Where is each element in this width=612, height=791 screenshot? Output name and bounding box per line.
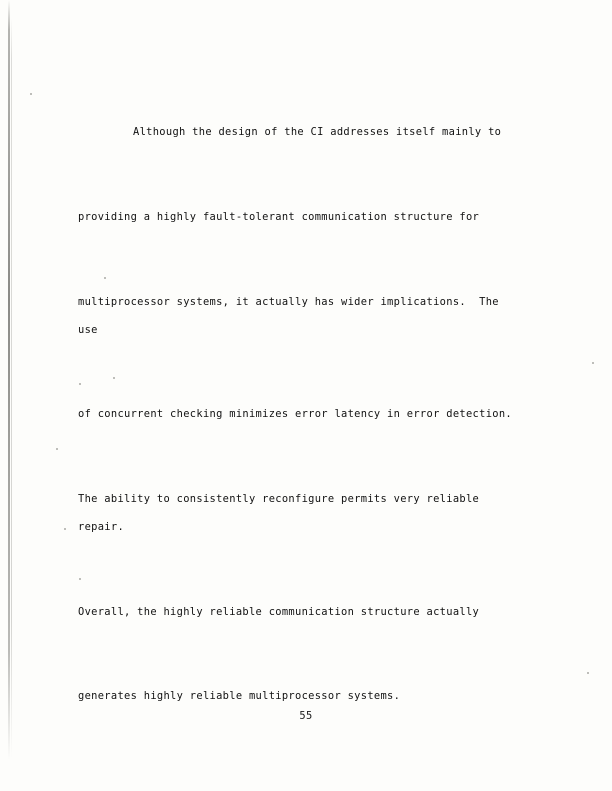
scan-speck	[79, 383, 81, 385]
page-number: 55	[299, 710, 313, 722]
body-line-text: of concurrent checking minimizes error latency in error detection.	[78, 408, 512, 421]
body-line-2	[78, 203, 518, 231]
body-line-text: Although the design of the CI addresses itself mainly to	[133, 126, 502, 139]
body-line-6	[78, 598, 518, 626]
body-line-text: multiprocessor systems, it actually has wider implications. The use	[78, 295, 506, 336]
scan-speck	[592, 362, 594, 364]
scan-speck	[587, 672, 589, 674]
body-line-1	[78, 118, 518, 146]
page-gutter-shadow	[8, 0, 10, 791]
scan-speck	[113, 377, 115, 379]
scan-speck	[64, 528, 66, 530]
body-line-text: The ability to consistently reconfigure permits very reliable repair.	[78, 493, 486, 534]
body-line-7	[78, 682, 518, 710]
scan-speck	[104, 277, 106, 279]
body-line-5	[78, 485, 518, 541]
body-line-3	[78, 288, 518, 344]
scan-speck	[56, 448, 58, 450]
body-line-text: Overall, the highly reliable communication structure actually	[78, 605, 480, 618]
page-gutter-shadow-secondary	[11, 18, 12, 778]
body-line-text: providing a highly fault-tolerant communication structure for	[78, 211, 480, 224]
body-line-text: generates highly reliable multiprocessor systems.	[78, 690, 401, 703]
scan-speck	[79, 578, 81, 580]
scan-speck	[30, 93, 32, 95]
body-text	[78, 62, 518, 767]
body-line-4	[78, 400, 518, 428]
